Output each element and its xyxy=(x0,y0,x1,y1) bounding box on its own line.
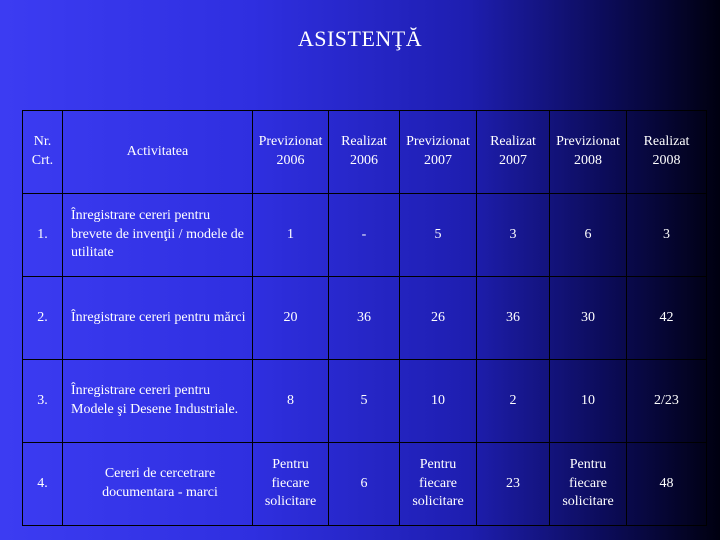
cell-prev-2007: Pentru fiecare solicitare xyxy=(400,443,477,526)
cell-real-2008: 3 xyxy=(627,194,707,277)
header-prev-2006: Previzionat 2006 xyxy=(253,111,329,194)
cell-prev-2008: 6 xyxy=(550,194,627,277)
header-prev-2007: Previzionat 2007 xyxy=(400,111,477,194)
cell-activitate: Înregistrare cereri pentru brevete de invenţii / modele de utilitate xyxy=(63,194,253,277)
cell-nr: 2. xyxy=(23,277,63,360)
cell-prev-2008: Pentru fiecare solicitare xyxy=(550,443,627,526)
cell-prev-2006: 1 xyxy=(253,194,329,277)
cell-prev-2007: 5 xyxy=(400,194,477,277)
cell-real-2006: 36 xyxy=(329,277,400,360)
cell-nr: 3. xyxy=(23,360,63,443)
table-row xyxy=(23,360,707,443)
cell-real-2007: 36 xyxy=(477,277,550,360)
table-row xyxy=(23,443,707,526)
cell-prev-2008: 10 xyxy=(550,360,627,443)
header-activitate: Activitatea xyxy=(63,111,253,194)
cell-real-2008: 42 xyxy=(627,277,707,360)
cell-nr: 4. xyxy=(23,443,63,526)
cell-real-2007: 3 xyxy=(477,194,550,277)
cell-prev-2007: 10 xyxy=(400,360,477,443)
cell-real-2006: 6 xyxy=(329,443,400,526)
assistance-table-container xyxy=(22,110,706,520)
cell-real-2008: 48 xyxy=(627,443,707,526)
cell-prev-2006: 20 xyxy=(253,277,329,360)
cell-real-2008: 2/23 xyxy=(627,360,707,443)
cell-prev-2008: 30 xyxy=(550,277,627,360)
header-nr: Nr. Crt. xyxy=(23,111,63,194)
assistance-table xyxy=(22,110,707,526)
cell-activitate: Înregistrare cereri pentru mărci xyxy=(63,277,253,360)
header-row xyxy=(23,111,707,194)
header-real-2008: Realizat 2008 xyxy=(627,111,707,194)
cell-real-2006: 5 xyxy=(329,360,400,443)
header-prev-2008: Previzionat 2008 xyxy=(550,111,627,194)
cell-activitate: Înregistrare cereri pentru Modele şi Desene Industriale. xyxy=(63,360,253,443)
cell-activitate: Cereri de cercetrare documentara - marci xyxy=(63,443,253,526)
slide-title: ASISTENŢĂ xyxy=(297,26,423,51)
header-real-2006: Realizat 2006 xyxy=(329,111,400,194)
cell-prev-2006: Pentru fiecare solicitare xyxy=(253,443,329,526)
header-real-2007: Realizat 2007 xyxy=(477,111,550,194)
table-row xyxy=(23,194,707,277)
cell-real-2007: 2 xyxy=(477,360,550,443)
cell-real-2006: - xyxy=(329,194,400,277)
table-row xyxy=(23,277,707,360)
cell-prev-2006: 8 xyxy=(253,360,329,443)
cell-prev-2007: 26 xyxy=(400,277,477,360)
cell-real-2007: 23 xyxy=(477,443,550,526)
cell-nr: 1. xyxy=(23,194,63,277)
